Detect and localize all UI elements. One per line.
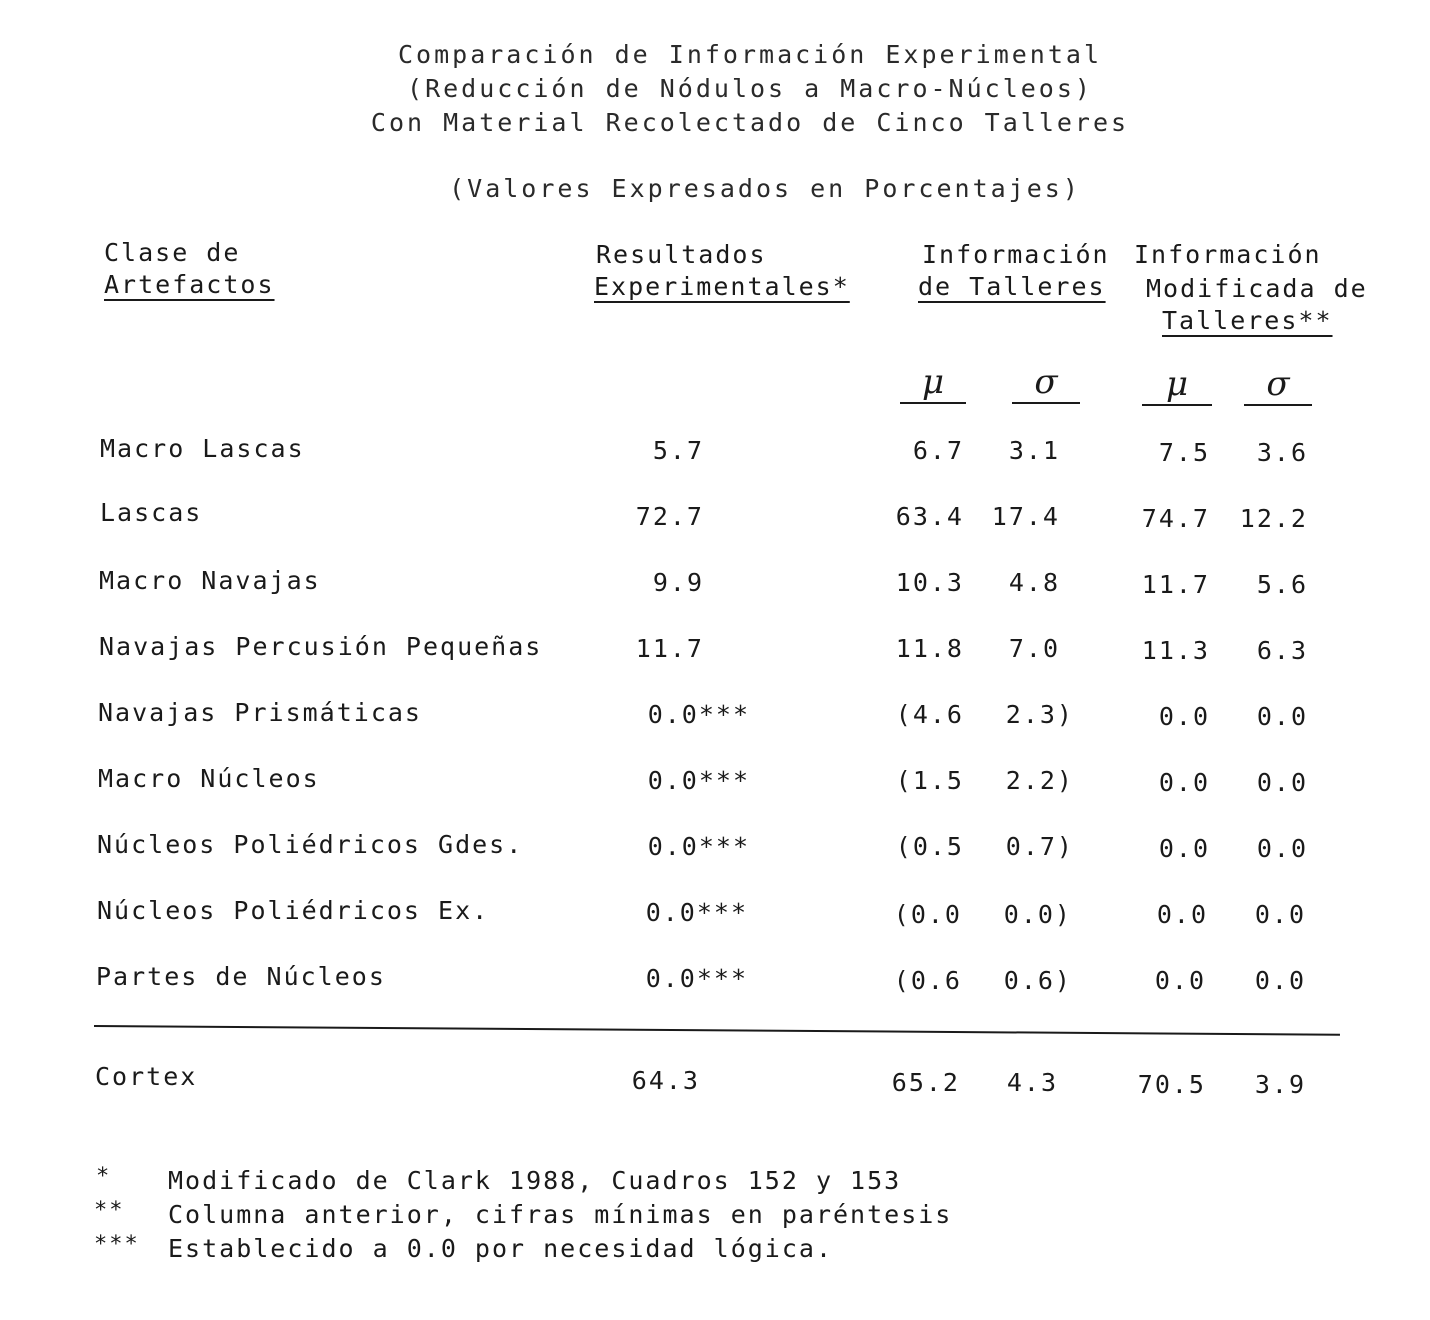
- header-modificada-line-3: Talleres**: [1162, 306, 1333, 335]
- cell-experimental: 0.0***: [645, 898, 748, 927]
- cortex-talleres-sigma: 4.3: [1006, 1068, 1058, 1097]
- cell-talleres-mu: (1.5: [895, 766, 964, 795]
- header-modificada-line-1: Información: [1134, 240, 1322, 269]
- cell-modificada-sigma: 0.0: [1256, 834, 1308, 863]
- cell-talleres-mu: 6.7: [912, 436, 964, 465]
- header-class-line-2: Artefactos: [104, 270, 275, 299]
- cell-modificada-mu: 0.0: [1154, 966, 1206, 995]
- cell-experimental: 0.0***: [647, 700, 750, 729]
- footnote-text: Columna anterior, cifras mínimas en paréntesis: [168, 1200, 953, 1229]
- cell-modificada-sigma: 0.0: [1256, 702, 1308, 731]
- cortex-label: Cortex: [95, 1062, 198, 1091]
- cell-experimental: 0.0***: [645, 964, 748, 993]
- cell-modificada-sigma: 0.0: [1256, 768, 1308, 797]
- header-class-line-1: Clase de: [104, 238, 241, 267]
- cell-modificada-mu: 0.0: [1158, 768, 1210, 797]
- cell-modificada-sigma: 3.6: [1256, 438, 1308, 467]
- cell-modificada-sigma: 0.0: [1254, 900, 1306, 929]
- footnote-mark: *: [96, 1164, 112, 1189]
- mu-underline-talleres: [900, 402, 966, 404]
- sigma-underline-modificada: [1244, 404, 1312, 406]
- cell-experimental: 11.7: [635, 634, 704, 663]
- footnote-text: Establecido a 0.0 por necesidad lógica.: [168, 1234, 833, 1263]
- row-label: Núcleos Poliédricos Ex.: [97, 896, 490, 925]
- cell-modificada-mu: 0.0: [1158, 834, 1210, 863]
- cell-talleres-sigma: 0.7): [1005, 832, 1074, 861]
- header-talleres-line-2: de Talleres: [918, 272, 1106, 301]
- cell-modificada-mu: 11.3: [1141, 636, 1210, 665]
- cell-experimental: 9.9: [652, 568, 704, 597]
- cell-talleres-mu: (4.6: [895, 700, 964, 729]
- cell-modificada-mu: 74.7: [1141, 504, 1210, 533]
- mu-symbol-modificada: μ: [1165, 364, 1189, 404]
- cell-modificada-sigma: 12.2: [1239, 504, 1308, 533]
- row-label: Lascas: [100, 498, 203, 527]
- cell-talleres-sigma: 17.4: [991, 502, 1060, 531]
- row-label: Macro Navajas: [99, 566, 321, 595]
- cell-modificada-sigma: 6.3: [1256, 636, 1308, 665]
- cell-modificada-mu: 11.7: [1141, 570, 1210, 599]
- row-label: Partes de Núcleos: [96, 962, 386, 991]
- sigma-symbol-modificada: σ: [1266, 364, 1290, 404]
- mu-underline-modificada: [1142, 404, 1212, 406]
- cell-talleres-sigma: 3.1: [1008, 436, 1060, 465]
- header-experimental-line-1: Resultados: [596, 240, 767, 269]
- cell-talleres-sigma: 4.8: [1008, 568, 1060, 597]
- header-talleres-line-1: Información: [922, 240, 1110, 269]
- title-line-1: Comparación de Información Experimental: [398, 40, 1102, 69]
- mu-symbol-talleres: μ: [921, 362, 945, 402]
- cell-experimental: 0.0***: [647, 832, 750, 861]
- cell-talleres-sigma: 2.2): [1005, 766, 1074, 795]
- cortex-experimental: 64.3: [631, 1066, 700, 1095]
- cell-modificada-mu: 7.5: [1158, 438, 1210, 467]
- cell-talleres-mu: 11.8: [895, 634, 964, 663]
- footnote-mark: **: [94, 1198, 125, 1223]
- cortex-modificada-mu: 70.5: [1137, 1070, 1206, 1099]
- footnote-text: Modificado de Clark 1988, Cuadros 152 y 153: [168, 1166, 902, 1195]
- sigma-symbol-talleres: σ: [1034, 362, 1058, 402]
- cell-modificada-sigma: 0.0: [1254, 966, 1306, 995]
- cell-talleres-sigma: 0.0): [1003, 900, 1072, 929]
- footnote-mark: ***: [94, 1232, 140, 1257]
- cell-experimental: 72.7: [635, 502, 704, 531]
- header-experimental-line-2: Experimentales*: [594, 272, 850, 301]
- cell-talleres-mu: 63.4: [895, 502, 964, 531]
- cortex-talleres-mu: 65.2: [891, 1068, 960, 1097]
- row-label: Navajas Prismáticas: [98, 698, 422, 727]
- title-line-3: Con Material Recolectado de Cinco Talleres: [370, 108, 1130, 137]
- row-label: Macro Núcleos: [98, 764, 320, 793]
- cell-modificada-sigma: 5.6: [1256, 570, 1308, 599]
- table-separator: [94, 1025, 1340, 1036]
- cell-talleres-mu: (0.0: [893, 900, 962, 929]
- title-line-2: (Reducción de Nódulos a Macro-Núcleos): [407, 74, 1093, 103]
- row-label: Macro Lascas: [100, 434, 305, 463]
- cell-modificada-mu: 0.0: [1156, 900, 1208, 929]
- sigma-underline-talleres: [1012, 402, 1080, 404]
- cell-talleres-sigma: 0.6): [1003, 966, 1072, 995]
- row-label: Núcleos Poliédricos Gdes.: [97, 830, 524, 859]
- row-label: Navajas Percusión Pequeñas: [99, 632, 543, 661]
- cell-talleres-sigma: 2.3): [1005, 700, 1074, 729]
- cell-talleres-mu: (0.6: [893, 966, 962, 995]
- cortex-modificada-sigma: 3.9: [1254, 1070, 1306, 1099]
- cell-experimental: 0.0***: [647, 766, 750, 795]
- subtitle: (Valores Expresados en Porcentajes): [449, 174, 1081, 203]
- cell-experimental: 5.7: [652, 436, 704, 465]
- header-modificada-line-2: Modificada de: [1146, 274, 1368, 303]
- cell-modificada-mu: 0.0: [1158, 702, 1210, 731]
- cell-talleres-sigma: 7.0: [1008, 634, 1060, 663]
- cell-talleres-mu: 10.3: [895, 568, 964, 597]
- cell-talleres-mu: (0.5: [895, 832, 964, 861]
